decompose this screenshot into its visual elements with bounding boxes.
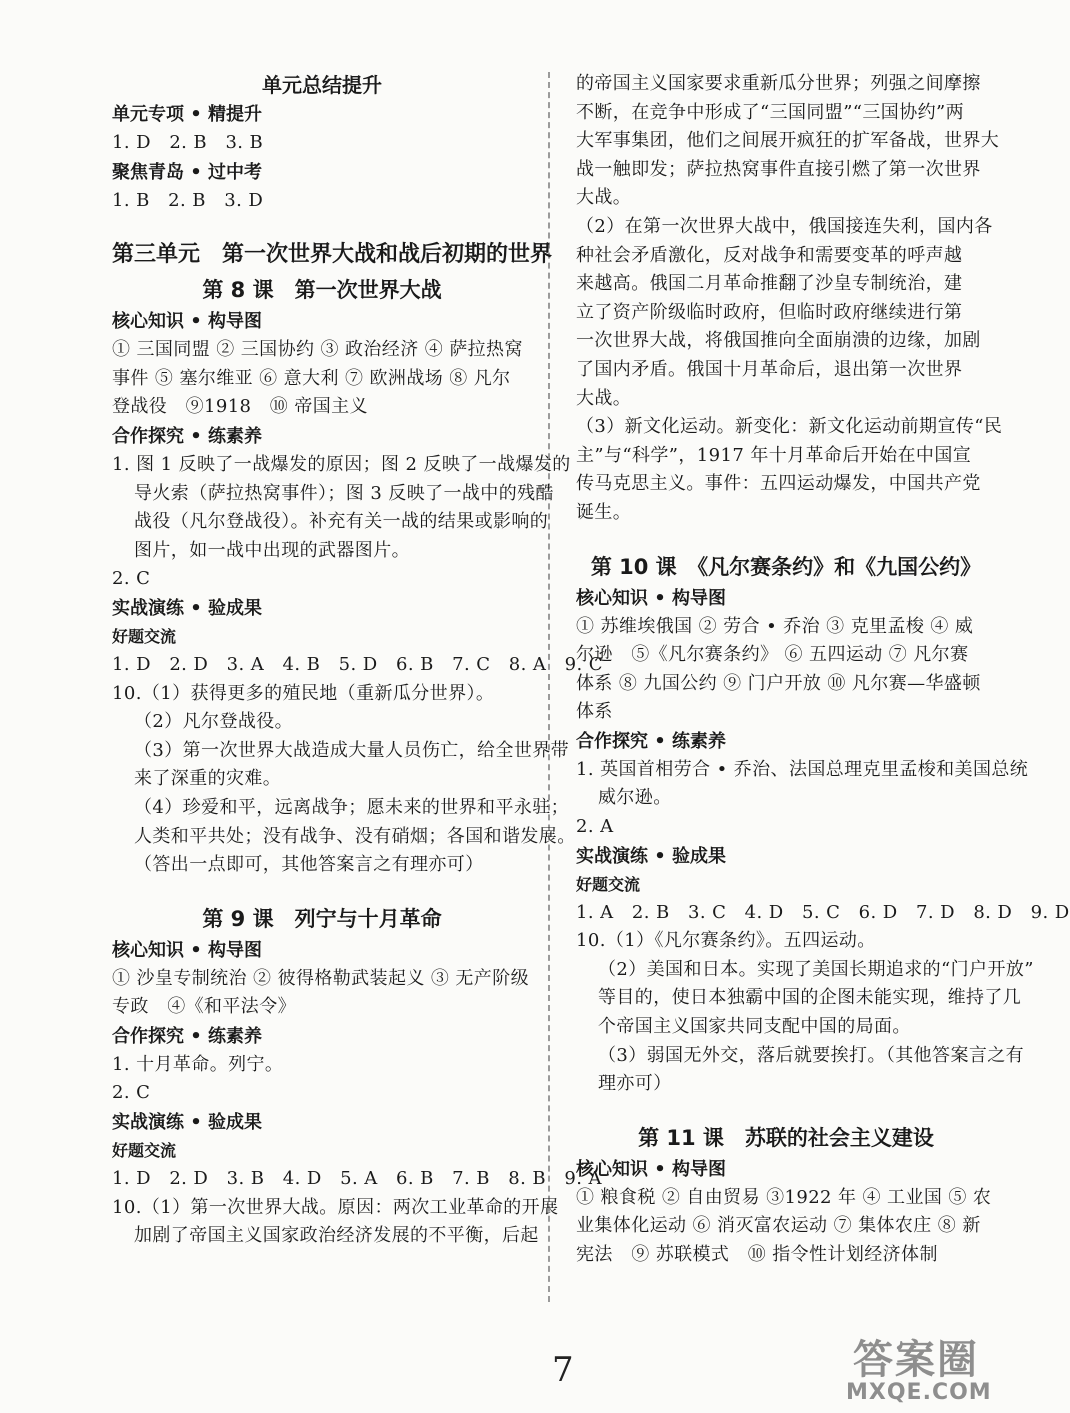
answer-line: 1. A 2. B 3. C 4. D 5. C 6. D 7. D 8. D 9. D	[576, 901, 1070, 923]
text-line: 主”与“科学”，1917 年十月革命后开始在中国宣	[576, 444, 972, 466]
text-line: 威尔逊。	[598, 787, 672, 809]
subsection-label: 好题交流	[112, 1141, 177, 1161]
subsection-heading: 核心知识 • 构导图	[112, 311, 263, 333]
text-line: 诞生。	[576, 501, 632, 523]
text-line: 业集体化运动 ⑥ 消灭富农运动 ⑦ 集体农庄 ⑧ 新	[576, 1215, 981, 1237]
text-line: 图片，如一战中出现的武器图片。	[134, 539, 410, 561]
text-line: 体系	[576, 701, 613, 723]
text-line: 1. 十月革命。列宁。	[112, 1053, 284, 1075]
subsection-label: 好题交流	[112, 626, 177, 646]
text-line: 专政 ④《和平法令》	[112, 996, 296, 1018]
lesson-title: 第 8 课 第一次世界大战	[202, 278, 442, 303]
page-number: 7	[552, 1350, 574, 1390]
subsection-heading: 合作探究 • 练素养	[112, 425, 263, 447]
text-line: 传马克思主义。事件：五四运动爆发，中国共产党	[576, 473, 981, 495]
text-line: 不断，在竞争中形成了“三国同盟”“三国协约”两	[576, 101, 965, 123]
text-line: 事件 ⑤ 塞尔维亚 ⑥ 意大利 ⑦ 欧洲战场 ⑧ 凡尔	[112, 367, 511, 389]
text-line: 1. 图 1 反映了一战爆发的原因；图 2 反映了一战爆发的	[112, 453, 571, 475]
answer-line: 1. D 2. D 3. A 4. B 5. D 6. B 7. C 8. A 9. C	[112, 653, 603, 675]
watermark-url: MXQE.COM	[846, 1380, 992, 1405]
subsection-heading: 合作探究 • 练素养	[576, 730, 727, 752]
text-line: 一次世界大战，将俄国推向全面崩溃的边缘，加剧	[576, 330, 981, 352]
text-line: 的帝国主义国家要求重新瓜分世界；列强之间摩擦	[576, 73, 981, 94]
subsection-heading: 实战演练 • 验成果	[112, 597, 263, 619]
text-line: 种社会矛盾激化，反对战争和需要变革的呼声越	[576, 244, 963, 266]
watermark-logo	[846, 1337, 992, 1405]
text-line: （3）新文化运动。新变化：新文化运动前期宣传“民	[576, 416, 1003, 438]
text-line: （4）珍爱和平，远离战争；愿未来的世界和平永驻；	[134, 796, 570, 818]
text-line: 尔逊 ⑤《凡尔赛条约》 ⑥ 五四运动 ⑦ 凡尔赛	[576, 644, 969, 666]
text-line: （2）美国和日本。实现了美国长期追求的“门户开放”	[598, 958, 1034, 980]
right-column	[576, 70, 1070, 1270]
answer-line: 1. D 2. B 3. B	[112, 132, 264, 153]
text-line: 2. A	[576, 816, 614, 838]
text-line: 人类和平共处；没有战争、没有硝烟；各国和谐发展。	[134, 825, 576, 847]
unit-title: 第三单元 第一次世界大战和战后初期的世界	[112, 242, 553, 268]
text-line: 加剧了帝国主义国家政治经济发展的不平衡，后起	[134, 1225, 539, 1247]
text-line: 10.（1）《凡尔赛条约》。五四运动。	[576, 930, 876, 952]
text-line: （3）第一次世界大战造成大量人员伤亡，给全世界带	[134, 739, 570, 761]
text-line: 个帝国主义国家共同支配中国的局面。	[598, 1016, 911, 1038]
lesson-title: 第 10 课 《凡尔赛条约》和《九国公约》	[590, 554, 982, 579]
answer-line: 1. B 2. B 3. D	[112, 189, 264, 211]
text-line: 体系 ⑧ 九国公约 ⑨ 门户开放 ⑩ 凡尔赛—华盛顿	[576, 672, 981, 694]
text-line: （3）弱国无外交，落后就要挨打。（其他答案言之有	[598, 1044, 1025, 1066]
subsection-heading: 合作探究 • 练素养	[112, 1025, 263, 1047]
text-line: 立了资产阶级临时政府，但临时政府继续进行第	[576, 301, 963, 323]
text-line: （2）凡尔登战役。	[134, 711, 294, 733]
text-line: 大军事集团，他们之间展开疯狂的扩军备战，世界大	[576, 130, 1000, 152]
text-line: 10.（1）第一次世界大战。原因：两次工业革命的开展	[112, 1196, 559, 1218]
answer-line: 1. D 2. D 3. B 4. D 5. A 6. B 7. B 8. B 9. A	[112, 1168, 602, 1190]
subsection-heading: 聚焦青岛 • 过中考	[112, 161, 263, 183]
text-line: 来越高。俄国二月革命推翻了沙皇专制统治，建	[576, 273, 963, 295]
subsection-heading: 核心知识 • 构导图	[576, 1158, 727, 1180]
text-line: 大战。	[576, 187, 632, 209]
text-line: 2. C	[112, 1082, 151, 1104]
text-line: 来了深重的灾难。	[134, 768, 282, 790]
text-line: ① 三国同盟 ② 三国协约 ③ 政治经济 ④ 萨拉热窝	[112, 339, 523, 361]
text-line: 1. 英国首相劳合 • 乔治、法国总理克里孟梭和美国总统	[576, 758, 1029, 780]
subsection-label: 好题交流	[576, 874, 641, 894]
subsection-heading: 实战演练 • 验成果	[576, 845, 727, 867]
text-line: （答出一点即可，其他答案言之有理亦可）	[134, 854, 484, 876]
lesson-title: 第 9 课 列宁与十月革命	[202, 906, 442, 931]
text-line: 大战。	[576, 387, 632, 409]
text-line: 理亦可）	[598, 1073, 672, 1095]
subsection-heading: 核心知识 • 构导图	[112, 939, 263, 961]
text-line: ① 粮食税 ② 自由贸易 ③1922 年 ④ 工业国 ⑤ 农	[576, 1186, 992, 1208]
section-title: 单元总结提升	[262, 73, 382, 97]
text-line: ① 沙皇专制统治 ② 彼得格勒武装起义 ③ 无产阶级	[112, 967, 530, 989]
text-line: 战一触即发；萨拉热窝事件直接引燃了第一次世界	[576, 158, 981, 180]
text-line: 了国内矛盾。俄国十月革命后，退出第一次世界	[576, 358, 963, 380]
subsection-heading: 核心知识 • 构导图	[576, 587, 727, 609]
lesson-title: 第 11 课 苏联的社会主义建设	[638, 1125, 934, 1150]
text-line: 导火索（萨拉热窝事件）；图 3 反映了一战中的残酷	[134, 482, 554, 504]
text-line: 2. C	[112, 568, 151, 590]
text-line: 宪法 ⑨ 苏联模式 ⑩ 指令性计划经济体制	[576, 1244, 938, 1265]
text-line: 战役（凡尔登战役）。补充有关一战的结果或影响的	[134, 511, 549, 533]
text-line: （2）在第一次世界大战中，俄国接连失利，国内各	[576, 215, 993, 237]
watermark-text: 答案圈	[853, 1337, 979, 1383]
subsection-heading: 实战演练 • 验成果	[112, 1112, 263, 1134]
text-line: 登战役 ⑨1918 ⑩ 帝国主义	[112, 396, 368, 418]
subsection-heading: 单元专项 • 精提升	[112, 104, 263, 125]
text-line: 等目的，使日本独霸中国的企图未能实现，维持了几	[598, 987, 1022, 1009]
text-line: ① 苏维埃俄国 ② 劳合 • 乔治 ③ 克里孟梭 ④ 威	[576, 615, 974, 637]
text-line: 10.（1）获得更多的殖民地（重新瓜分世界）。	[112, 682, 495, 704]
